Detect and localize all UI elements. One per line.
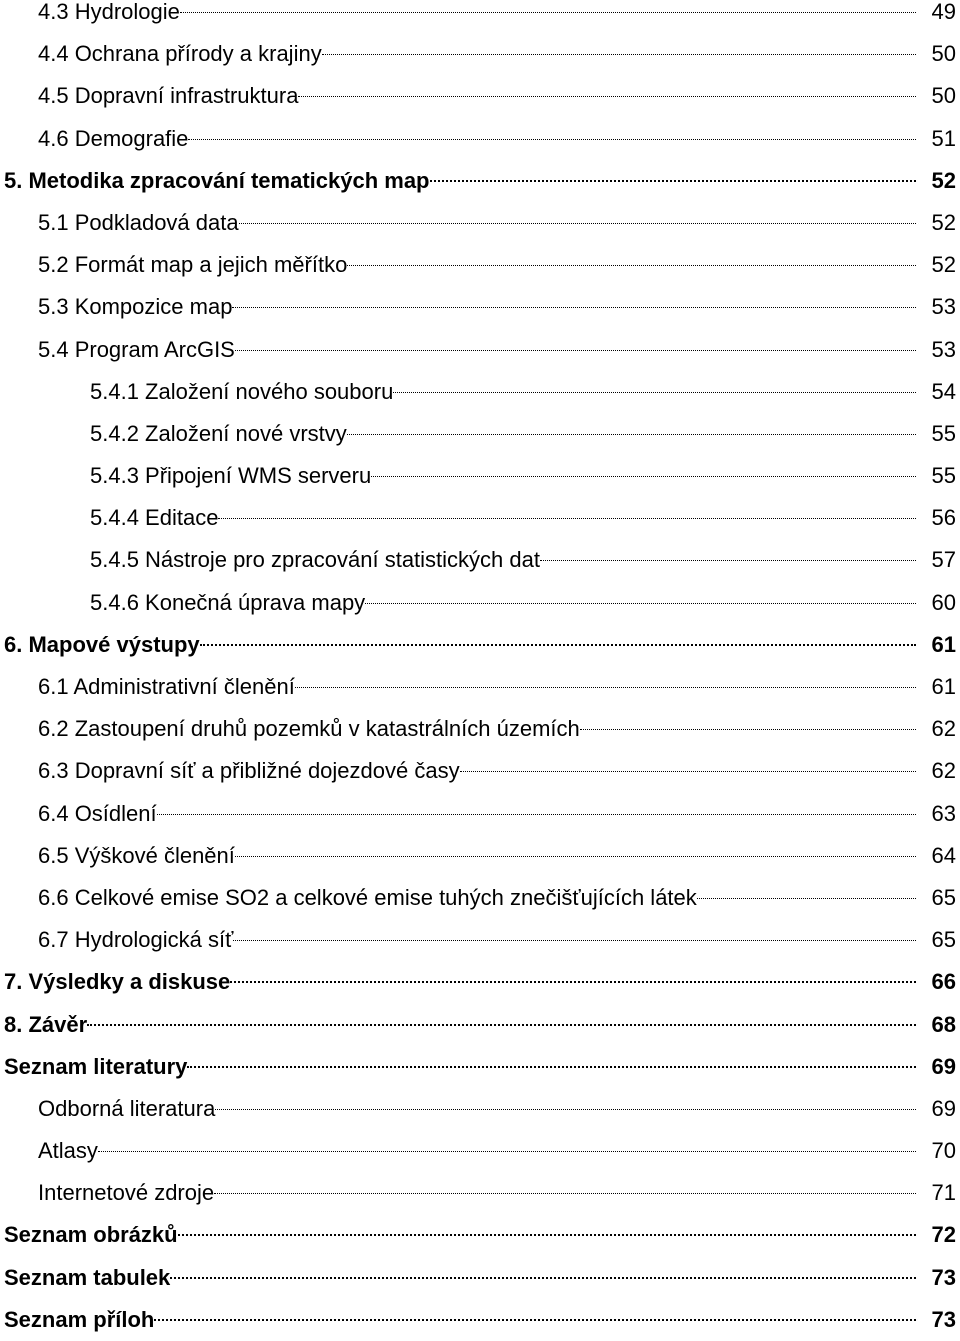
toc-entry[interactable]: [0, 1004, 960, 1046]
toc-entry-page-number: 68: [931, 1011, 956, 1037]
dot-leader: [218, 518, 916, 519]
toc-entry-page-number: 50: [931, 83, 956, 109]
toc-entry-title: 8. Závěr: [4, 1011, 88, 1037]
toc-entry-title: 5.4.3 Připojení WMS serveru: [90, 463, 372, 489]
toc-entry[interactable]: [0, 75, 960, 117]
toc-entry-page-number: 50: [931, 41, 956, 67]
dot-leader: [180, 12, 916, 13]
toc-entry-title: 4.5 Dopravní infrastruktura: [38, 83, 299, 109]
toc-entry-title: Seznam literatury: [4, 1053, 188, 1079]
toc-entry-title: 6.7 Hydrologická síť: [38, 927, 234, 953]
toc-entry-page-number: 66: [931, 969, 956, 995]
toc-entry-page-number: 65: [931, 884, 956, 910]
toc-entry[interactable]: [0, 1088, 960, 1130]
toc-entry[interactable]: [0, 329, 960, 371]
toc-entry[interactable]: [0, 750, 960, 792]
toc-entry-page-number: 71: [931, 1180, 956, 1206]
toc-entry-page-number: 49: [931, 0, 956, 24]
toc-entry-title: 6.4 Osídlení: [38, 800, 157, 826]
dot-leader: [430, 180, 917, 182]
dot-leader: [178, 1234, 916, 1236]
toc-entry-title: 5.4.1 Založení nového souboru: [90, 378, 394, 404]
dot-leader: [188, 139, 916, 140]
toc-entry[interactable]: [0, 793, 960, 835]
toc-entry-title: 4.6 Demografie: [38, 125, 189, 151]
toc-entry-title: 5.3 Kompozice map: [38, 294, 233, 320]
dot-leader: [371, 476, 916, 477]
toc-entry-title: 4.3 Hydrologie: [38, 0, 180, 24]
toc-entry-page-number: 56: [931, 505, 956, 531]
dot-leader: [239, 223, 916, 224]
toc-entry[interactable]: [0, 1130, 960, 1172]
dot-leader: [232, 307, 916, 308]
dot-leader: [154, 1319, 916, 1321]
toc-entry-page-number: 52: [931, 209, 956, 235]
toc-entry-page-number: 63: [931, 800, 956, 826]
toc-entry[interactable]: [0, 919, 960, 961]
toc-entry[interactable]: [0, 413, 960, 455]
dot-leader: [233, 940, 916, 941]
toc-entry-page-number: 55: [931, 420, 956, 446]
dot-leader: [187, 1066, 916, 1068]
toc-entry[interactable]: [0, 0, 960, 33]
toc-entry[interactable]: [0, 624, 960, 666]
toc-entry-title: 5.4.6 Konečná úprava mapy: [90, 589, 366, 615]
toc-entry-title: 6.3 Dopravní síť a přibližné dojezdové časy: [38, 758, 460, 784]
toc-entry[interactable]: [0, 244, 960, 286]
toc-entry[interactable]: [0, 160, 960, 202]
toc-entry[interactable]: [0, 1299, 960, 1341]
toc-entry[interactable]: [0, 497, 960, 539]
toc-entry-page-number: 52: [931, 252, 956, 278]
dot-leader: [298, 96, 916, 97]
toc-entry-page-number: 73: [931, 1306, 956, 1332]
toc-entry[interactable]: [0, 118, 960, 160]
toc-entry[interactable]: [0, 961, 960, 1003]
toc-entry-title: 5.2 Formát map a jejich měřítko: [38, 252, 348, 278]
toc-entry-title: 5.4 Program ArcGIS: [38, 336, 235, 362]
toc-entry-page-number: 53: [931, 294, 956, 320]
toc-entry-title: Internetové zdroje: [38, 1180, 215, 1206]
toc-entry-page-number: 52: [931, 167, 956, 193]
toc-entry-title: 6.5 Výškové členění: [38, 842, 235, 868]
toc-entry[interactable]: [0, 539, 960, 581]
toc-entry-page-number: 60: [931, 589, 956, 615]
toc-entry-title: Atlasy: [38, 1138, 98, 1164]
toc-entry[interactable]: [0, 1046, 960, 1088]
toc-entry[interactable]: [0, 455, 960, 497]
toc-entry-page-number: 73: [931, 1264, 956, 1290]
dot-leader: [235, 856, 916, 857]
dot-leader: [540, 560, 916, 561]
toc-entry-page-number: 69: [931, 1095, 956, 1121]
dot-leader: [697, 898, 916, 899]
dot-leader: [365, 603, 916, 604]
toc-entry-page-number: 62: [931, 758, 956, 784]
toc-entry[interactable]: [0, 877, 960, 919]
toc-entry[interactable]: [0, 708, 960, 750]
dot-leader: [214, 1193, 916, 1194]
dot-leader: [295, 687, 916, 688]
toc-entry-title: 6.2 Zastoupení druhů pozemků v katastrálních územích: [38, 716, 580, 742]
dot-leader: [393, 392, 916, 393]
toc-entry-page-number: 72: [931, 1222, 956, 1248]
toc-entry-title: 5.4.2 Založení nové vrstvy: [90, 420, 347, 446]
toc-entry-page-number: 55: [931, 463, 956, 489]
toc-entry-page-number: 53: [931, 336, 956, 362]
toc-entry[interactable]: [0, 835, 960, 877]
dot-leader: [215, 1109, 916, 1110]
toc-entry-page-number: 65: [931, 927, 956, 953]
toc-entry-title: Seznam tabulek: [4, 1264, 171, 1290]
toc-entry[interactable]: [0, 1214, 960, 1256]
toc-entry-title: 5. Metodika zpracování tematických map: [4, 167, 430, 193]
toc-entry-title: Odborná literatura: [38, 1095, 216, 1121]
dot-leader: [98, 1151, 916, 1152]
toc-entry-title: 6. Mapové výstupy: [4, 631, 200, 657]
toc-entry-title: 5.1 Podkladová data: [38, 209, 239, 235]
toc-entry-title: 6.1 Administrativní členění: [38, 674, 295, 699]
dot-leader: [200, 644, 916, 646]
toc-entry-page-number: 61: [931, 674, 956, 699]
toc-entry[interactable]: [0, 33, 960, 75]
dot-leader: [322, 54, 916, 55]
toc-entry-page-number: 69: [931, 1053, 956, 1079]
dot-leader: [347, 434, 916, 435]
toc-entry-title: 5.4.4 Editace: [90, 505, 219, 531]
toc-entry-page-number: 51: [931, 125, 956, 151]
toc-entry-page-number: 54: [931, 378, 956, 404]
toc-entry-title: 7. Výsledky a diskuse: [4, 969, 231, 995]
dot-leader: [347, 265, 916, 266]
toc-entry[interactable]: [0, 371, 960, 413]
toc-entry-title: Seznam příloh: [4, 1306, 155, 1332]
dot-leader: [157, 814, 916, 815]
toc-entry-page-number: 57: [931, 547, 956, 573]
dot-leader: [460, 771, 916, 772]
toc-entry-title: 5.4.5 Nástroje pro zpracování statistických dat: [90, 547, 540, 573]
toc-entry-page-number: 64: [931, 842, 956, 868]
toc-entry[interactable]: [0, 1257, 960, 1299]
toc-entry[interactable]: [0, 202, 960, 244]
dot-leader: [170, 1277, 916, 1279]
toc-entry-title: Seznam obrázků: [4, 1222, 178, 1248]
toc-entry[interactable]: [0, 1172, 960, 1214]
dot-leader: [87, 1024, 916, 1026]
toc-entry[interactable]: [0, 666, 960, 708]
toc-entry-title: 6.6 Celkové emise SO2 a celkové emise tuhých znečišťujících látek: [38, 884, 697, 910]
toc-entry[interactable]: [0, 286, 960, 328]
toc-entry[interactable]: [0, 582, 960, 624]
dot-leader: [235, 350, 916, 351]
dot-leader: [580, 729, 916, 730]
toc-entry-page-number: 61: [931, 631, 956, 657]
toc-entry-title: 4.4 Ochrana přírody a krajiny: [38, 41, 322, 67]
toc-entry-page-number: 62: [931, 716, 956, 742]
dot-leader: [230, 981, 916, 983]
toc-entry-page-number: 70: [931, 1138, 956, 1164]
